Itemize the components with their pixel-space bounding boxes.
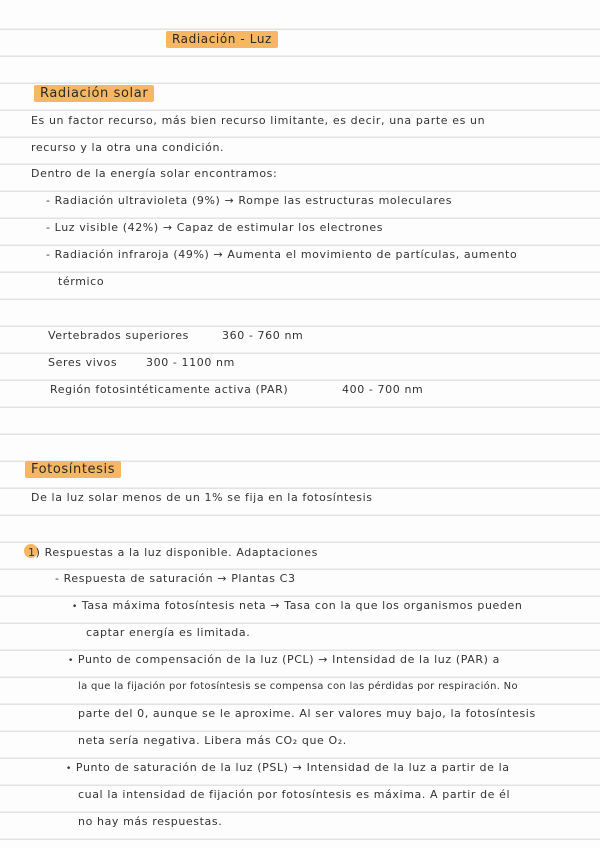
text-line: De la luz solar menos de un 1% se fija en la fotosíntesis [31, 491, 373, 504]
bullet-icon: • [66, 764, 72, 774]
page-title: Radiación - Luz [166, 31, 278, 48]
range-value: 300 - 1100 nm [146, 356, 235, 369]
range-label: Región fotosintéticamente activa (PAR) [50, 383, 289, 396]
section-heading-fotosintesis: Fotosíntesis [25, 461, 121, 478]
bullet-item-cont: no hay más respuestas. [78, 815, 223, 828]
list-item-uv: - Radiación ultravioleta (9%) → Rompe las estructuras moleculares [46, 194, 453, 207]
section-heading-radiacion-solar: Radiación solar [34, 85, 154, 102]
list-item-infrared-cont: térmico [58, 275, 105, 288]
bullet-item-cont: cual la intensidad de fijación por fotosíntesis es máxima. A partir de él [78, 788, 511, 801]
range-label: Seres vivos [48, 356, 118, 369]
list-item-visible: - Luz visible (42%) → Capaz de estimular los electrones [46, 221, 384, 234]
sub-item-saturacion: - Respuesta de saturación → Plantas C3 [55, 572, 296, 585]
range-label: Vertebrados superiores [48, 329, 189, 342]
range-value: 360 - 760 nm [222, 329, 304, 342]
list-item-infrared: - Radiación infraroja (49%) → Aumenta el movimiento de partículas, aumento [46, 248, 518, 261]
bullet-item-cont: parte del 0, aunque se le aproxime. Al ser valores muy bajo, la fotosíntesis [78, 707, 536, 720]
text-line: recurso y la otra una condición. [31, 141, 225, 154]
bullet-item: • Punto de saturación de la luz (PSL) → Intensidad de la luz a partir de la [66, 761, 510, 774]
text-line: Es un factor recurso, más bien recurso limitante, es decir, una parte es un [31, 114, 486, 127]
bullet-item-cont: captar energía es limitada. [86, 626, 251, 639]
bullet-item: • Punto de compensación de la luz (PCL) → Intensidad de la luz (PAR) a [68, 653, 500, 666]
subheading-respuestas: 1) Respuestas a la luz disponible. Adaptaciones [24, 544, 318, 561]
range-value: 400 - 700 nm [342, 383, 424, 396]
bullet-item-cont: la que la fijación por fotosíntesis se compensa con las pérdidas por respiración. No [78, 681, 518, 692]
bullet-icon: • [72, 602, 78, 612]
bullet-item: • Tasa máxima fotosíntesis neta → Tasa con la que los organismos pueden [72, 599, 523, 612]
bullet-icon: • [68, 656, 74, 666]
bullet-item-cont: neta sería negativa. Libera más CO₂ que O₂. [78, 734, 347, 747]
text-line: Dentro de la energía solar encontramos: [31, 167, 278, 180]
